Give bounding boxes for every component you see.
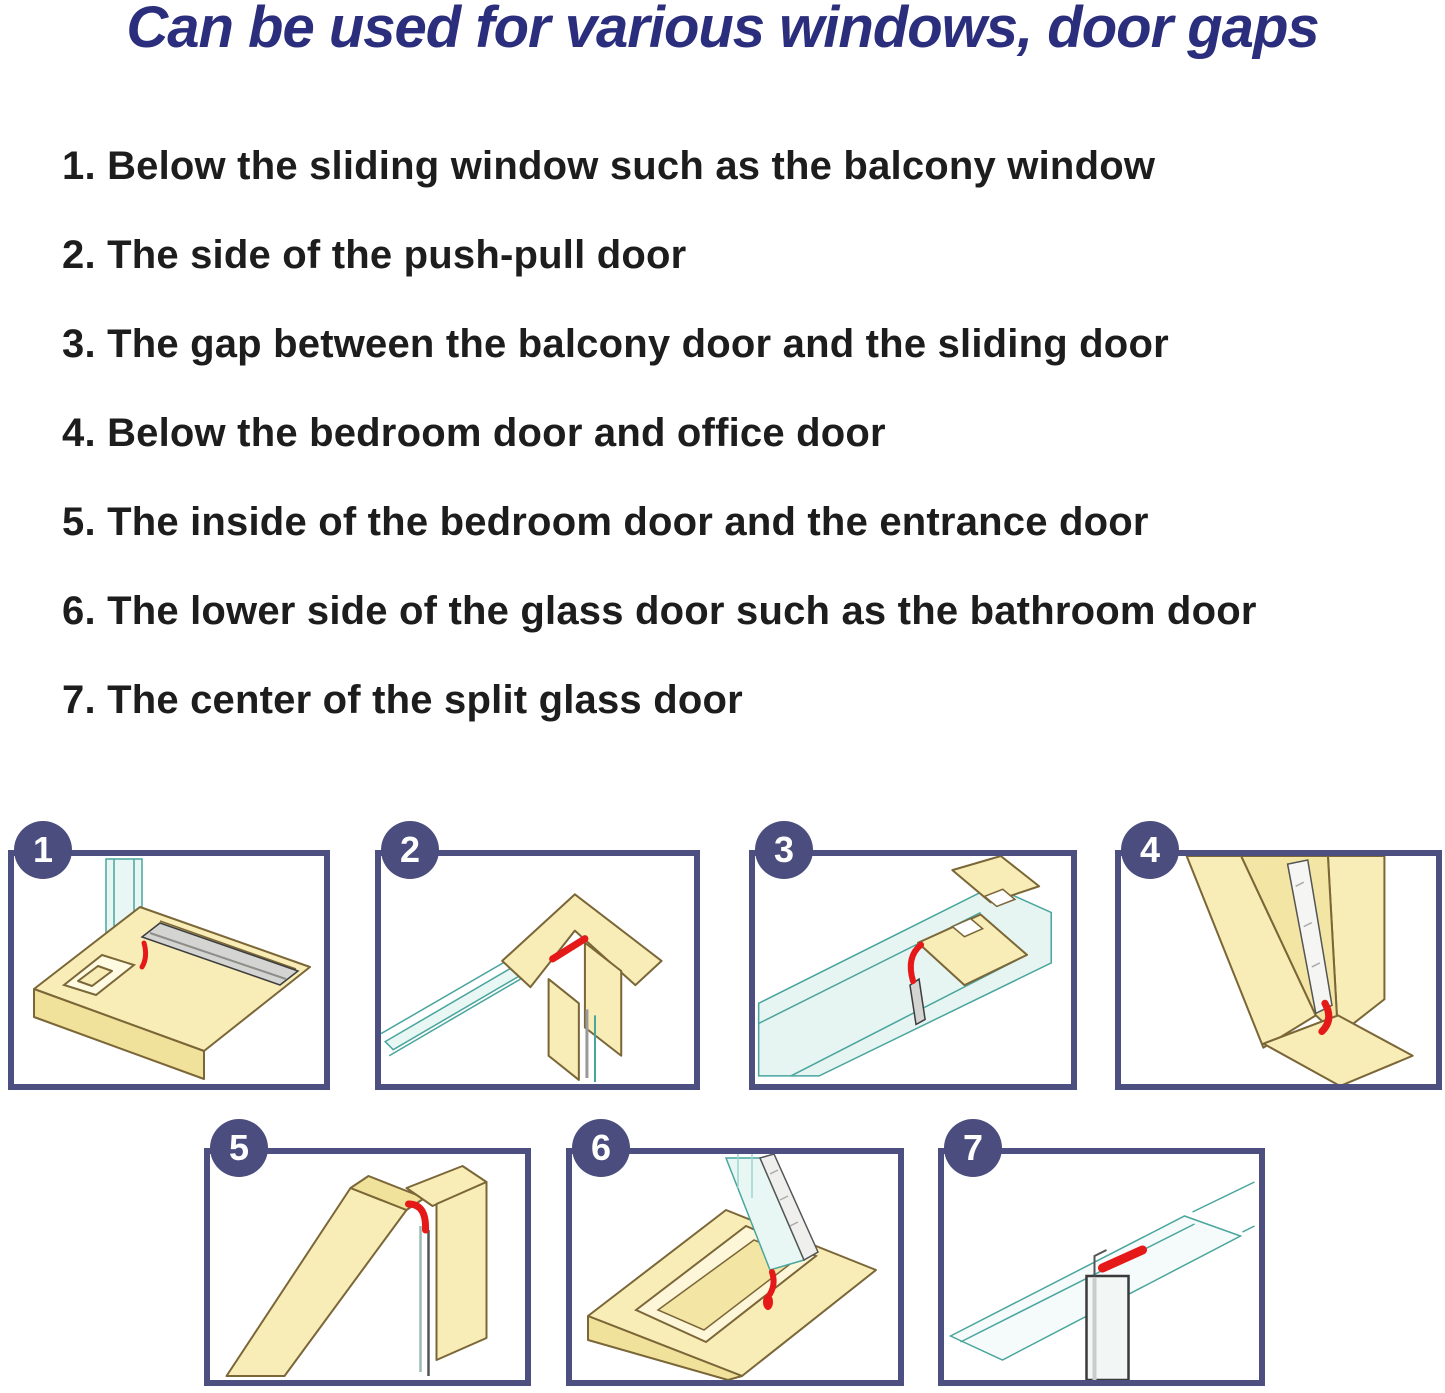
panel-bedroom-office-door-bottom	[1115, 829, 1442, 1090]
lower-glass-panel	[1087, 1276, 1129, 1380]
panel-number-badge: 1	[14, 821, 72, 879]
panel-push-pull-door-side	[375, 829, 700, 1090]
panel-number-badge: 2	[381, 821, 439, 879]
page-title: Can be used for various windows, door gaps	[126, 0, 1319, 60]
wood-track	[588, 1210, 876, 1380]
panel-number-badge: 6	[572, 1119, 630, 1177]
panel-glass-door-lower-side	[566, 1127, 904, 1386]
use-case-item: 2. The side of the push-pull door	[62, 233, 687, 277]
use-case-item: 7. The center of the split glass door	[62, 678, 743, 722]
balcony-sliding-door-gap-illustration	[755, 856, 1071, 1084]
panel-bedroom-entrance-door-inside	[204, 1127, 531, 1386]
door-frame	[407, 1166, 487, 1360]
use-case-item: 4. Below the bedroom door and office door	[62, 411, 886, 455]
panel-number-badge: 3	[755, 821, 813, 879]
sliding-window-track-illustration	[14, 856, 324, 1084]
glass-door-lower-side-illustration	[572, 1154, 898, 1380]
panel-number-badge: 4	[1121, 821, 1179, 879]
panel-balcony-sliding-door-gap	[749, 829, 1077, 1090]
use-case-item: 6. The lower side of the glass door such as the bathroom door	[62, 589, 1257, 633]
use-case-item: 5. The inside of the bedroom door and the entrance door	[62, 500, 1149, 544]
panel-sliding-window-track	[8, 829, 330, 1090]
door-slab	[227, 1176, 425, 1376]
seal-strip	[421, 1226, 429, 1376]
red-seal	[770, 1272, 774, 1294]
panel-number-badge: 7	[944, 1119, 1002, 1177]
split-glass-door-center-illustration	[944, 1154, 1259, 1380]
door-frame-corner	[502, 894, 661, 1082]
glass-pane	[759, 886, 1052, 1076]
use-case-item: 3. The gap between the balcony door and the sliding door	[62, 322, 1169, 366]
use-case-item: 1. Below the sliding window such as the balcony window	[62, 144, 1156, 188]
bedroom-office-door-bottom-illustration	[1121, 856, 1436, 1084]
push-pull-door-side-illustration	[381, 856, 694, 1084]
use-case-list	[62, 146, 1257, 769]
panel-split-glass-door-center	[938, 1127, 1265, 1386]
red-seal-end	[763, 1294, 773, 1310]
panel-number-badge: 5	[210, 1119, 268, 1177]
bedroom-entrance-door-inside-illustration	[210, 1154, 525, 1380]
